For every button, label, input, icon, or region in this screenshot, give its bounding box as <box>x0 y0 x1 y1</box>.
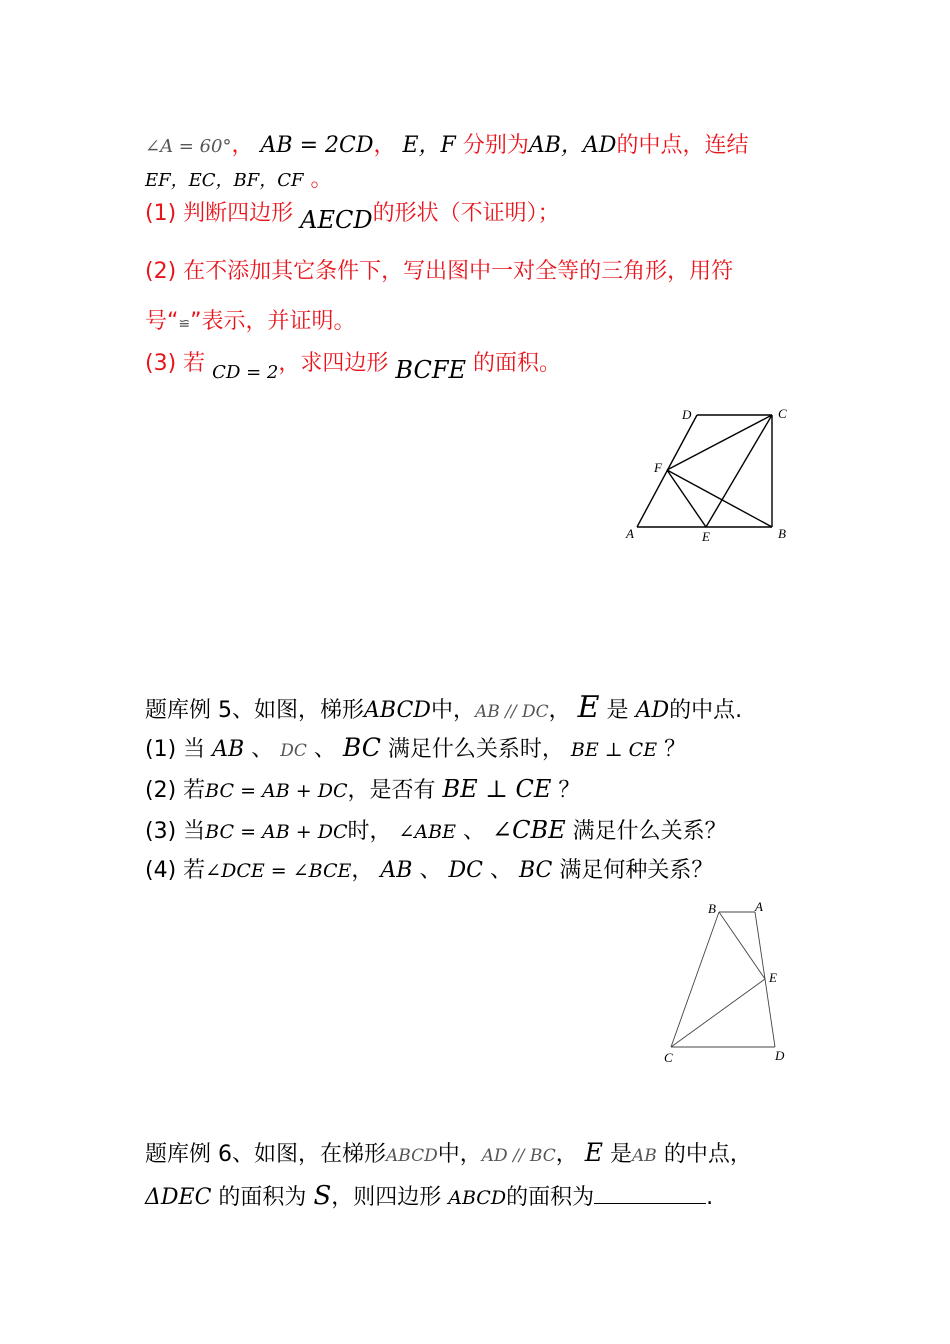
label-c: C <box>778 406 787 421</box>
segment-ce <box>671 979 765 1047</box>
angle-abe: ∠ABE <box>398 821 456 843</box>
segment-bc: BC <box>518 858 553 883</box>
separator: 、 <box>313 737 336 762</box>
segment-cb <box>671 912 719 1047</box>
q2-text: 号“ <box>145 309 179 334</box>
text: 满足何种关系？ <box>559 858 714 883</box>
p5-question-4 <box>145 853 713 884</box>
separator: ， <box>548 698 571 723</box>
triangle-dec: ΔDEC <box>145 1185 212 1210</box>
segment-ed <box>765 979 775 1047</box>
answer-blank[interactable] <box>594 1185 706 1204</box>
p5-question-1 <box>145 732 686 763</box>
text: ，则四边形 <box>331 1185 442 1210</box>
segment-bc: BC <box>342 733 381 762</box>
angle-condition: ∠DCE = ∠BCE <box>205 860 352 882</box>
q3-prefix: (3) 当 <box>145 819 206 844</box>
q1-suffix: 的形状（不证明）； <box>372 201 560 226</box>
length-condition: AB = 2CD <box>260 133 374 158</box>
p4-figure <box>620 400 800 550</box>
segments-ab-ad: AB，AD <box>528 133 617 158</box>
separator: ， <box>555 1142 578 1167</box>
segment-ab: AB <box>380 858 413 883</box>
text: . <box>706 1185 714 1210</box>
separator: ， <box>351 858 374 883</box>
text: ？ <box>558 778 581 803</box>
text: ，是否有 <box>347 778 436 803</box>
q3-prefix: (3) 若 <box>145 351 206 376</box>
segment-ad: AD <box>635 698 670 723</box>
label-b: B <box>778 526 786 541</box>
segment-dc: DC <box>280 741 307 761</box>
connected-segments: EF，EC，BF，CF <box>145 170 304 191</box>
parallel-condition: AD // BC <box>481 1146 556 1166</box>
p4-condition-line <box>145 128 748 159</box>
text: 的中点， <box>663 1142 752 1167</box>
segment-fe <box>667 470 706 527</box>
perpendicular-question: BE ⊥ CE <box>442 775 552 803</box>
text: 是 <box>610 1142 633 1167</box>
q3-text: ，求四边形 <box>278 351 389 376</box>
period: 。 <box>310 167 333 192</box>
q2-text: (2) 在不添加其它条件下，写出图中一对全等的三角形，用符 <box>145 259 734 284</box>
text: 满足什么关系时， <box>387 737 564 762</box>
p5-intro <box>145 690 742 725</box>
p4-question-3 <box>145 346 562 384</box>
q3-suffix: 的面积。 <box>473 351 562 376</box>
q4-prefix: (4) 若 <box>145 858 206 883</box>
label-c: C <box>664 1050 673 1065</box>
text: 中， <box>437 1142 482 1167</box>
text: ？ <box>664 737 687 762</box>
p6-line-2 <box>145 1180 713 1211</box>
p5-question-2 <box>145 773 580 804</box>
segment-dc: DC <box>448 858 483 883</box>
segment-ab: AB <box>212 737 245 762</box>
label-e: E <box>769 970 777 985</box>
text: 中， <box>430 698 475 723</box>
quadrilateral-abcd: ABCD <box>448 1187 507 1209</box>
text: 的面积为 <box>506 1185 595 1210</box>
quadrilateral-aecd: AECD <box>300 206 373 234</box>
label-f: F <box>654 460 662 475</box>
sum-condition: BC = AB + DC <box>205 780 348 802</box>
text: 的面积为 <box>218 1185 307 1210</box>
text: 时， <box>347 819 392 844</box>
p6-title: 题库例 6、如图，在梯形 <box>145 1142 386 1167</box>
label-a: A <box>626 526 634 541</box>
p4-question-2-line1 <box>145 254 733 285</box>
segment-ab: AB <box>632 1146 657 1166</box>
perpendicular-condition: BE ⊥ CE <box>570 739 658 761</box>
label-e: E <box>702 529 710 544</box>
text: 满足什么关系？ <box>572 819 727 844</box>
p4-question-1 <box>145 196 560 234</box>
cd-condition: CD = 2 <box>212 362 279 383</box>
congruent-symbol: ≌ <box>178 316 191 332</box>
q2-text: ”表示，并证明。 <box>190 309 356 334</box>
label-b: B <box>708 901 716 916</box>
label-d: D <box>775 1048 785 1063</box>
points-ef: E，F <box>402 133 456 158</box>
point-e: E <box>584 1138 604 1167</box>
text: 的中点. <box>669 698 743 723</box>
q1-prefix: (1) 判断四边形 <box>145 201 294 226</box>
area-s: S <box>313 1181 332 1211</box>
p4-connect-line <box>145 162 333 193</box>
q1-prefix: (1) 当 <box>145 737 206 762</box>
p5-title: 题库例 5、如图，梯形 <box>145 698 364 723</box>
label-a: A <box>755 899 763 914</box>
text: 分别为 <box>462 133 529 158</box>
separator: 、 <box>251 737 274 762</box>
p5-figure <box>655 895 795 1070</box>
p5-question-3 <box>145 814 727 845</box>
sum-condition: BC = AB + DC <box>205 821 348 843</box>
separator: 、 <box>489 858 512 883</box>
segment-be <box>719 912 765 979</box>
segment-fb <box>667 470 772 527</box>
text: 的中点，连结 <box>616 133 749 158</box>
point-e: E <box>577 690 600 725</box>
p4-question-2-line2 <box>145 304 356 335</box>
separator: ， <box>231 133 254 158</box>
trapezoid-abcd: ABCD <box>386 1146 438 1166</box>
angle-cbe: ∠CBE <box>492 816 566 844</box>
p6-line-1 <box>145 1137 752 1168</box>
separator: 、 <box>419 858 442 883</box>
segment-ae <box>755 912 765 979</box>
parallel-condition: AB // DC <box>474 702 549 722</box>
separator: ， <box>373 133 396 158</box>
q2-prefix: (2) 若 <box>145 778 206 803</box>
angle-condition: ∠A = 60° <box>145 136 232 157</box>
separator: 、 <box>462 819 485 844</box>
label-d: D <box>682 407 692 422</box>
quadrilateral-bcfe: BCFE <box>395 356 466 384</box>
text: 是 <box>606 698 629 723</box>
trapezoid-abcd: ABCD <box>364 698 431 723</box>
